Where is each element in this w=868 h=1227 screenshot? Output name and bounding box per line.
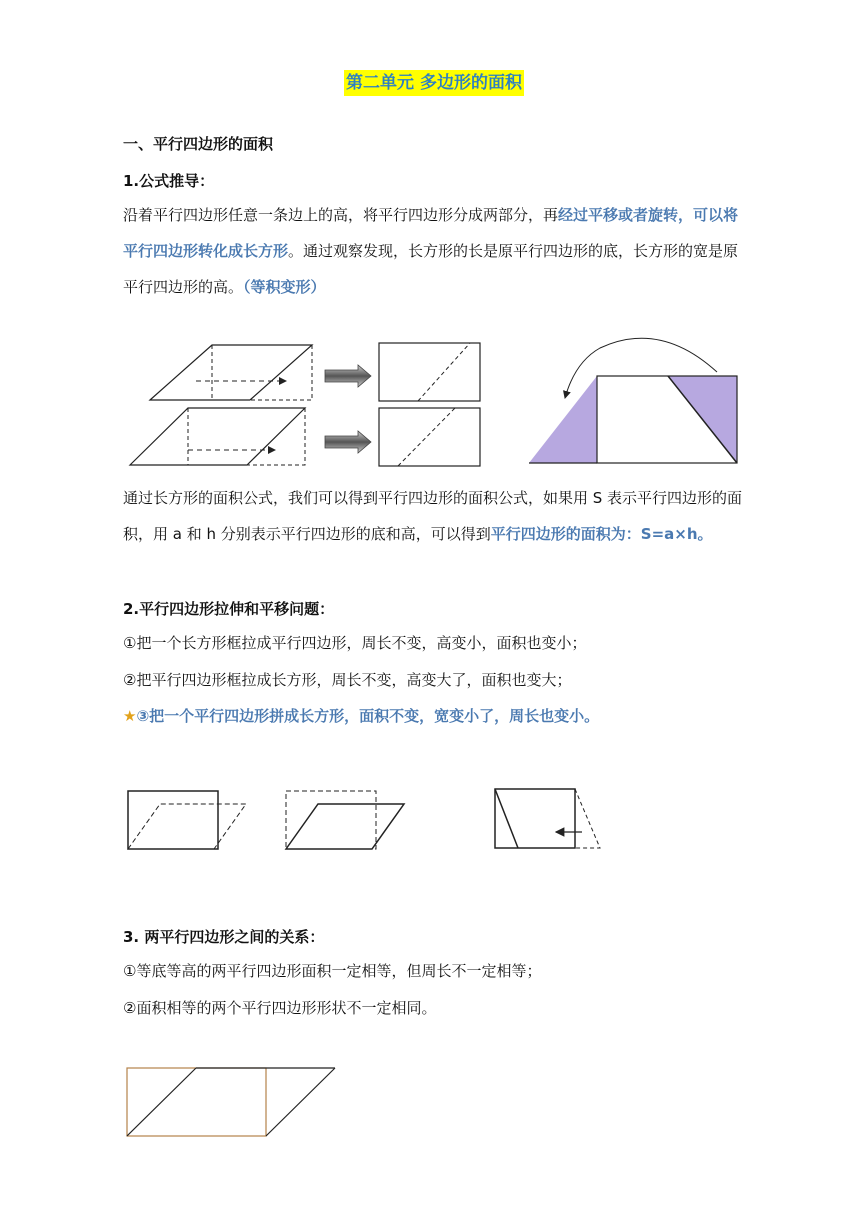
figure-stretch-2 xyxy=(286,791,404,849)
result-rectangle-top xyxy=(379,343,480,401)
para2-formula: 平行四边形的面积为：S=a×h。 xyxy=(490,525,713,543)
result-rectangle-bottom xyxy=(379,408,480,466)
section1-sub-heading: 1.公式推导： xyxy=(123,172,215,190)
section1-paragraph2 xyxy=(123,480,753,552)
star-icon: ★ xyxy=(123,707,137,725)
figure-equal-base-height xyxy=(127,1068,335,1136)
para1-emphasis: 经过平移或者旋转，可以将平行四边形转化成长方形 xyxy=(123,206,739,260)
figure-translation-bottom xyxy=(130,408,305,465)
right-arrow-icon xyxy=(325,365,371,453)
section1-heading: 一、平行四边形的面积 xyxy=(123,135,274,153)
para1-text-c: 。通过观察发现，长方形的长是原平行四边形的底，长方形的宽是原平行四边形的高。 xyxy=(123,242,739,296)
section2-item3 xyxy=(123,698,753,734)
section2-heading: 2.平行四边形拉伸和平移问题： xyxy=(123,600,335,618)
section3-item1: ①等底等高的两平行四边形面积一定相等，但周长不一定相等； xyxy=(123,962,542,980)
section2-item2: ②把平行四边形框拉成长方形，周长不变，高变大了，面积也变大； xyxy=(123,671,572,689)
para1-note: （等积变形） xyxy=(243,278,326,296)
section2-item1: ①把一个长方形框拉成平行四边形，周长不变，高变小，面积也变小； xyxy=(123,634,587,652)
figure-translation-top xyxy=(150,345,312,400)
para1-text-a: 沿着平行四边形任意一条边上的高，将平行四边形分成两部分，再 xyxy=(123,206,559,224)
figure-cut-move xyxy=(495,789,600,848)
section2-item3-text: ③把一个平行四边形拼成长方形，面积不变，宽变小了，周长也变小。 xyxy=(136,707,600,725)
para2-text-a: 通过长方形的面积公式，我们可以得到平行四边形的面积公式，如果用 S 表示平行四边形的面积，用 a 和 h 分别表示平行四边形的底和高，可以得到 xyxy=(123,489,743,543)
page-title: 第二单元 多边形的面积 xyxy=(344,70,524,96)
figure-stretch-1 xyxy=(128,791,246,849)
figure-rotation xyxy=(529,338,737,463)
section3-item2: ②面积相等的两个平行四边形形状不一定相同。 xyxy=(123,999,437,1017)
section3-heading: 3. 两平行四边形之间的关系： xyxy=(123,928,325,946)
